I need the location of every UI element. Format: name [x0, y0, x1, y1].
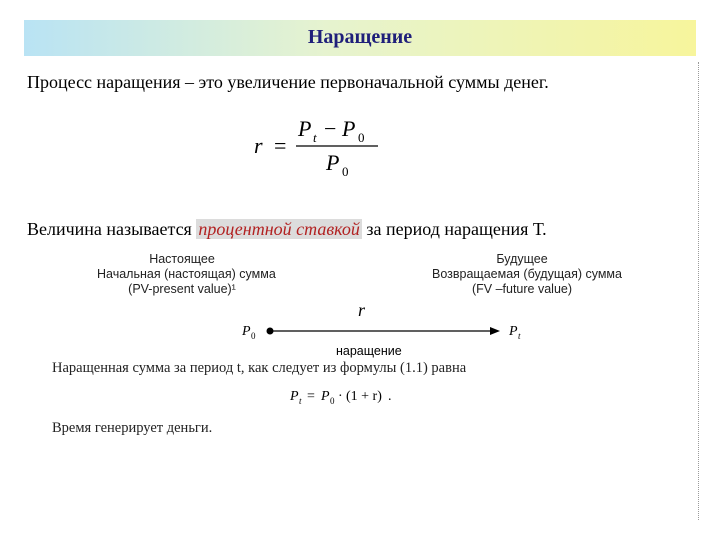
f2-eq: =	[307, 389, 315, 404]
dotted-divider	[698, 62, 699, 520]
rate-text-after: за период наращения Т.	[361, 219, 547, 239]
timeline-p-right-sub: t	[518, 331, 521, 341]
timeline-caption: наращение	[336, 344, 402, 358]
formula-den-0: 0	[342, 164, 349, 179]
accrued-sum-text: Наращенная сумма за период t, как следует из формулы (1.1) равна	[52, 360, 467, 376]
present-desc: Начальная (настоящая) сумма	[97, 267, 276, 281]
definition-line: Процесс наращения – это увеличение первоначальной суммы денег.	[27, 72, 549, 92]
rate-text-before: Величина называется	[27, 219, 197, 239]
future-desc: Возвращаемая (будущая) сумма	[432, 267, 622, 281]
f2-paren: (1 + r)	[346, 389, 382, 404]
formula-minus: −	[324, 116, 337, 141]
f2-period: .	[388, 389, 392, 404]
timeline-r: r	[358, 300, 366, 320]
time-money-text: Время генерирует деньги.	[52, 420, 213, 436]
formula-num-p2: P	[342, 116, 356, 141]
f2-p0: P	[321, 389, 330, 404]
timeline-p-right: P	[509, 324, 518, 339]
formula-num-t: t	[313, 130, 317, 145]
f2-p0-sub: 0	[330, 396, 335, 406]
formula-num-0: 0	[358, 130, 365, 145]
future-fv: (FV –future value)	[471, 282, 573, 296]
present-label: Настоящее	[149, 252, 215, 266]
timeline-arrowhead	[490, 327, 500, 335]
rate-definition-line	[27, 219, 547, 240]
formula-den-p: P	[326, 150, 340, 175]
formula-eq: =	[274, 133, 287, 158]
timeline-p-left-sub: 0	[251, 331, 256, 341]
rate-formula	[252, 112, 412, 182]
f2-pt-sub: t	[299, 396, 302, 406]
timeline-p-left: P	[242, 324, 251, 339]
formula-num-p: P	[298, 116, 312, 141]
present-pv: (PV-present value)¹	[128, 282, 236, 296]
formula-r: r	[254, 133, 263, 158]
accrual-formula	[288, 384, 408, 410]
f2-dot: ·	[338, 389, 343, 404]
future-label: Будущее	[496, 252, 548, 266]
rate-term: процентной ставкой	[198, 219, 360, 239]
f2-pt: P	[290, 389, 299, 404]
page-title: Наращение	[307, 26, 413, 48]
timeline-diagram	[236, 298, 536, 368]
